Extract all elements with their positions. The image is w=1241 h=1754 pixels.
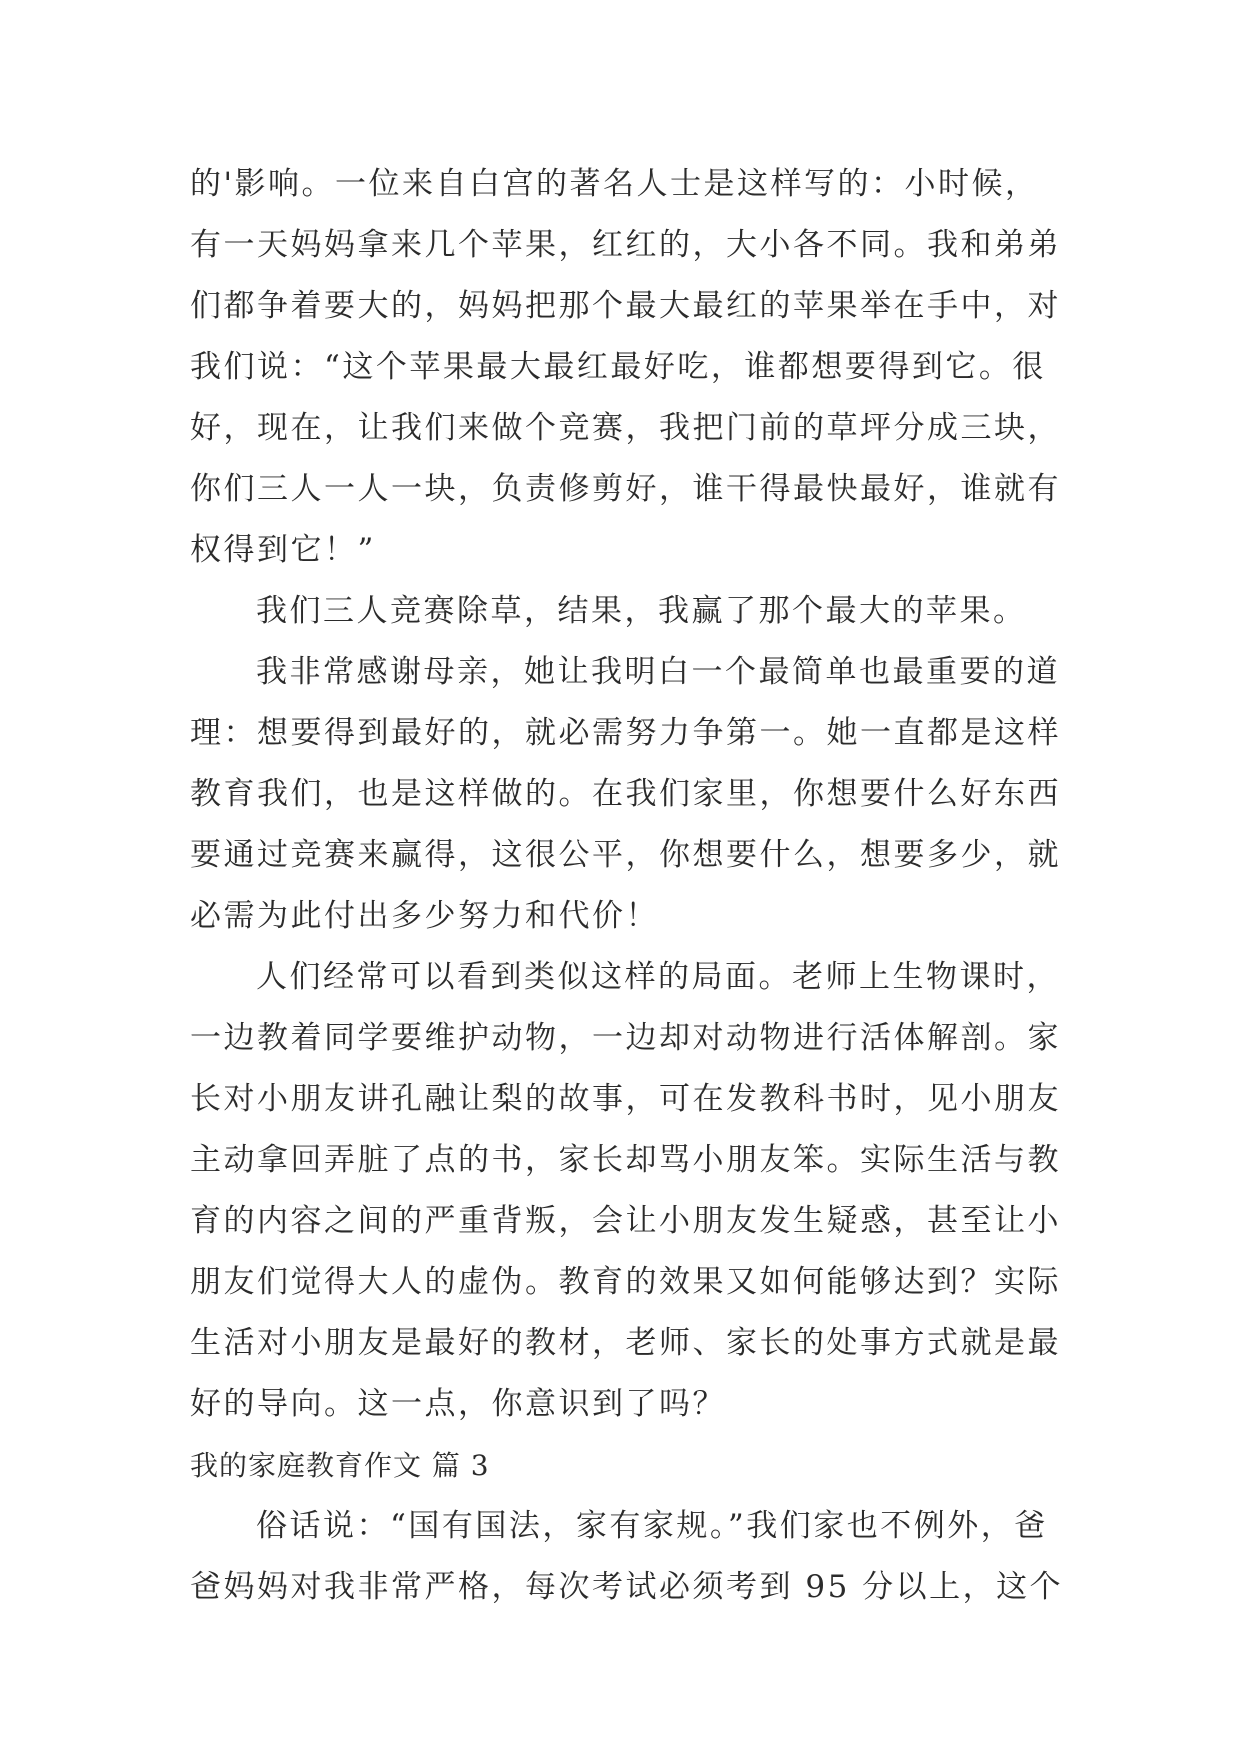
paragraph-4: 人们经常可以看到类似这样的局面。老师上生物课时， 一边教着同学要维护动物，一边却对动物进行活体解剖。家 长对小朋友讲孔融让梨的故事，可在发教科书时，见小朋友 主动拿回弄脏了点的书，家长却骂小朋友笨。实际生活与教 育的内容之间的严重背叛，会让小朋友发生疑惑，甚至让小 朋友们觉得大人的虚伪。教育的效果又如何能够达到？实际 生活对小朋友是最好的教材，老师、家长的处事方式就是最 好的导向。这一点，你意识到了吗？ (190, 959, 1061, 1422)
paragraph-2: 我们三人竞赛除草，结果，我赢了那个最大的苹果。 (256, 593, 1027, 629)
paragraph-1: 的'影响。一位来自白宫的著名人士是这样写的：小时候， 有一天妈妈拿来几个苹果，红红的，大小各不同。我和弟弟 们都争着要大的，妈妈把那个最大最红的苹果举在手中，对 我们说：“这个苹果最大最红最好吃，谁都想要得到它。很 好，现在，让我们来做个竞赛，我把门前的草坪分成三块， 你们三人一人一块，负责修剪好，谁干得最快最好，谁就有 权得到它！” (190, 166, 1061, 568)
section-heading: 我的家庭教育作文 篇 3 (190, 1449, 490, 1482)
document-body (190, 154, 1070, 1618)
paragraph-5: 俗话说：“国有国法，家有家规。”我们家也不例外，爸 爸妈妈对我非常严格，每次考试必须考到 95 分以上，这个 (190, 1508, 1064, 1605)
paragraph-3: 我非常感谢母亲，她让我明白一个最简单也最重要的道 理：想要得到最好的，就必需努力争第一。她一直都是这样 教育我们，也是这样做的。在我们家里，你想要什么好东西 要通过竞赛来赢得，这很公平，你想要什么，想要多少，就 必需为此付出多少努力和代价！ (190, 654, 1061, 934)
